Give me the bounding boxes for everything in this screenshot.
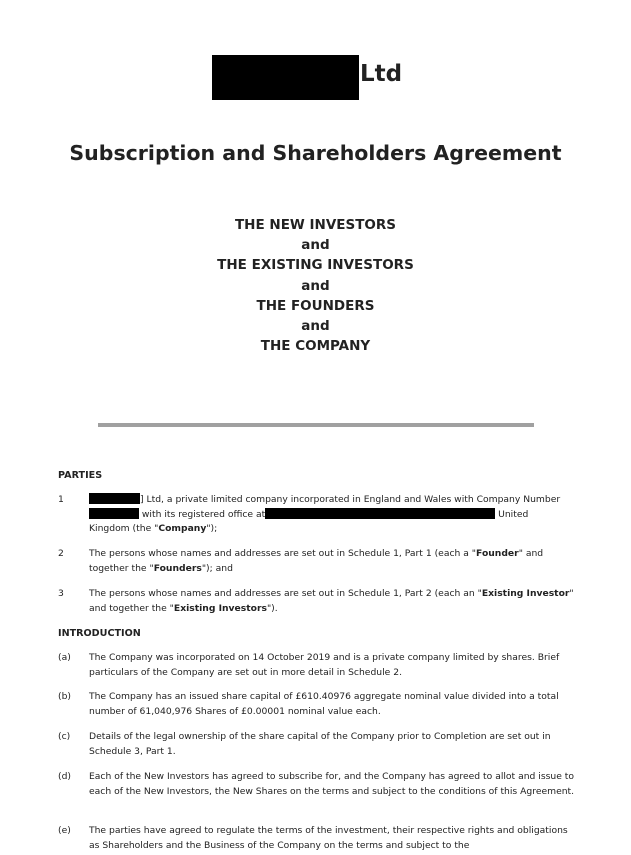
parties-block [0,215,631,356]
redaction-block [89,508,139,519]
party-line: THE EXISTING INVESTORS [217,257,414,274]
clause-body: The parties have agreed to regulate the terms of the investment, their respective rights and obligations as Shareholders and the Business of the Company on the terms and subject to the [89,825,568,851]
clause-body: ] Ltd, a private limited company incorporated in England and Wales with Company Number with its registered office at United Kingdom (the "Company"); [89,494,561,534]
party-line: and [301,318,330,335]
party-line: THE FOUNDERS [256,297,375,314]
defined-term: Existing Investors [173,602,267,614]
recital-clause [58,690,578,719]
defined-term: Founder [476,548,519,559]
clause-number: (d) [58,771,72,782]
party-line: THE COMPANY [260,338,371,355]
clause-number: 3 [58,588,64,599]
clause-number: (c) [58,731,71,742]
party-line: and [301,277,330,294]
document-title: Subscription and Shareholders Agreement [69,141,562,165]
party-line: THE NEW INVESTORS [234,217,397,233]
party-line: and [301,237,330,254]
defined-term: Company [158,523,207,534]
clause-body: The Company was incorporated on 14 October 2019 and is a private company limited by shares. Brief particulars of the Company are set out in more detail in Schedule 2. [89,652,560,678]
company-suffix: Ltd [360,61,403,87]
recital-clause [58,730,578,759]
introduction-heading: INTRODUCTION [58,628,141,639]
recital-clause [58,770,578,799]
clause-number: (b) [58,691,72,702]
party-clause [58,547,578,576]
clause-number: (a) [58,652,71,663]
parties-heading: PARTIES [58,470,103,481]
clause-body: Details of the legal ownership of the share capital of the Company prior to Completion are set out in Schedule 3, Part 1. [89,731,551,757]
clause-body: The persons whose names and addresses are set out in Schedule 1, Part 1 (each a "Founder" and together the "Founders"); and [89,548,544,574]
clause-number: 1 [58,494,64,505]
recital-clause [58,651,578,680]
clause-body: The persons whose names and addresses are set out in Schedule 1, Part 2 (each an "Existing Investor" and together the "Existing Investors"). [89,588,574,614]
clause-number: 2 [58,548,64,559]
horizontal-divider [98,423,534,427]
defined-term: Existing Investor [481,588,570,599]
clause-body: Each of the New Investors has agreed to subscribe for, and the Company has agreed to allot and issue to each of the New Investors, the New Shares on the terms and subject to the conditions of this Agreement. [89,771,575,797]
defined-term: Founders [153,562,202,574]
company-name-redaction [212,55,359,100]
party-clause [58,587,578,616]
recital-clause [58,824,578,853]
clause-body: The Company has an issued share capital of £610.40976 aggregate nominal value divided into a total number of 61,040,976 Shares of £0.00001 nominal value each. [89,691,559,717]
party-clause [58,493,578,537]
company-name-line [0,55,631,100]
redaction-block [265,508,495,519]
redaction-block [89,493,140,504]
clause-number: (e) [58,825,71,836]
